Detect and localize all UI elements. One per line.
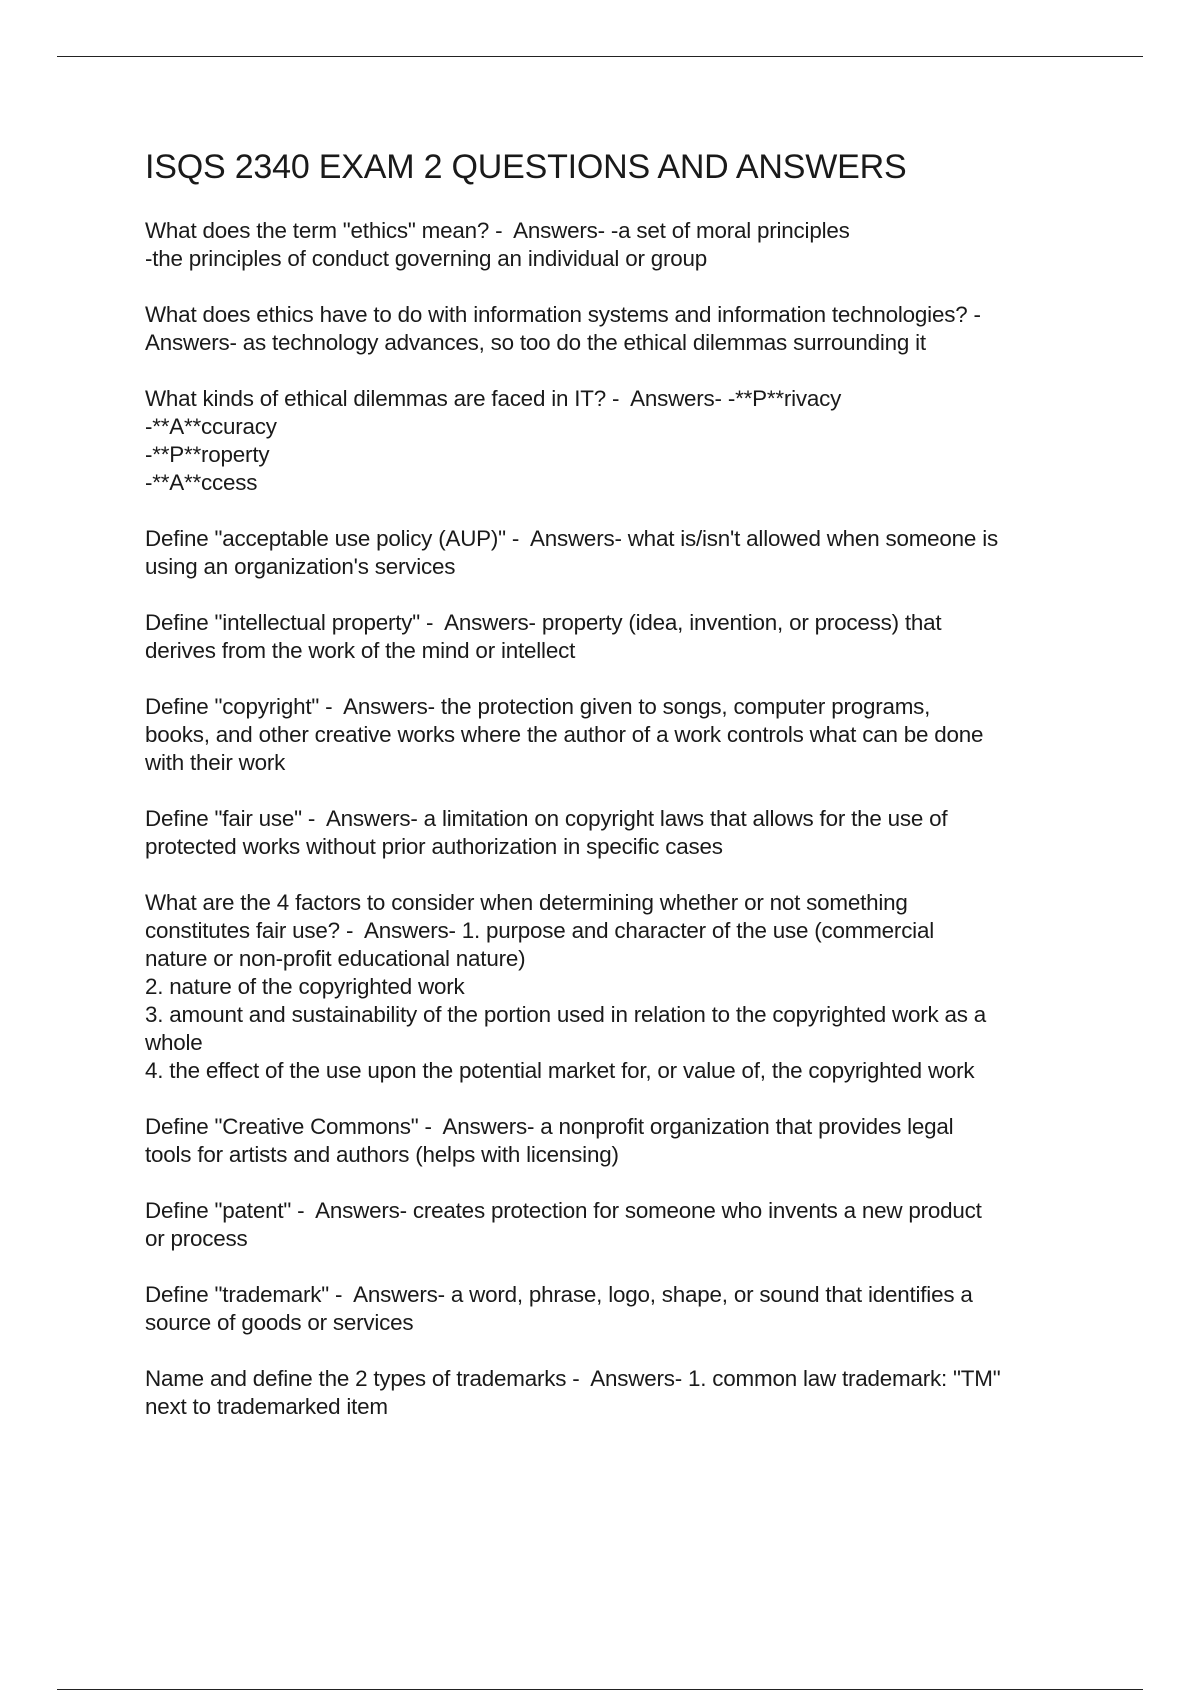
qa-line: next to trademarked item	[145, 1394, 388, 1419]
qa-line: What kinds of ethical dilemmas are faced in IT? - Answers- -**P**rivacy	[145, 386, 842, 411]
qa-entry	[145, 525, 1105, 581]
qa-line: constitutes fair use? - Answers- 1. purpose and character of the use (commercial	[145, 918, 934, 943]
footer-rule	[57, 1689, 1143, 1690]
qa-line: Answers- as technology advances, so too do the ethical dilemmas surrounding it	[145, 330, 926, 355]
qa-entry	[145, 1365, 1105, 1421]
qa-entry	[145, 1197, 1105, 1253]
qa-line: using an organization's services	[145, 554, 456, 579]
qa-line: nature or non-profit educational nature)	[145, 946, 526, 971]
qa-line: 2. nature of the copyrighted work	[145, 974, 465, 999]
header-rule	[57, 56, 1143, 57]
qa-entry	[145, 805, 1105, 861]
qa-line: Define "patent" - Answers- creates protection for someone who invents a new product	[145, 1198, 982, 1223]
qa-line: What are the 4 factors to consider when determining whether or not something	[145, 890, 908, 915]
qa-entry	[145, 693, 1105, 777]
qa-line: whole	[145, 1030, 203, 1055]
qa-line: 4. the effect of the use upon the potential market for, or value of, the copyrighted work	[145, 1058, 975, 1083]
qa-line: with their work	[145, 750, 286, 775]
qa-line: -**P**roperty	[145, 442, 270, 467]
qa-entry	[145, 385, 1105, 497]
qa-line: -**A**ccess	[145, 470, 258, 495]
qa-line: Define "trademark" - Answers- a word, phrase, logo, shape, or sound that identifies a	[145, 1282, 973, 1307]
qa-line: Name and define the 2 types of trademarks - Answers- 1. common law trademark: "TM"	[145, 1366, 1001, 1391]
document-title: ISQS 2340 EXAM 2 QUESTIONS AND ANSWERS	[145, 148, 907, 186]
qa-entry	[145, 1281, 1105, 1337]
qa-line: Define "copyright" - Answers- the protection given to songs, computer programs,	[145, 694, 931, 719]
qa-line: -the principles of conduct governing an individual or group	[145, 246, 708, 271]
qa-line: Define "acceptable use policy (AUP)" - Answers- what is/isn't allowed when someone is	[145, 526, 998, 551]
qa-entry	[145, 217, 1105, 273]
qa-entry	[145, 1113, 1105, 1169]
qa-entry	[145, 889, 1105, 1085]
qa-line: source of goods or services	[145, 1310, 414, 1335]
qa-line: What does ethics have to do with information systems and information technologies? -	[145, 302, 981, 327]
qa-line: What does the term "ethics" mean? - Answers- -a set of moral principles	[145, 218, 850, 243]
qa-line: -**A**ccuracy	[145, 414, 277, 439]
qa-entry	[145, 609, 1105, 665]
qa-line: protected works without prior authorization in specific cases	[145, 834, 723, 859]
qa-line: 3. amount and sustainability of the portion used in relation to the copyrighted work as a	[145, 1002, 987, 1027]
qa-line: derives from the work of the mind or intellect	[145, 638, 576, 663]
qa-line: Define "Creative Commons" - Answers- a nonprofit organization that provides legal	[145, 1114, 954, 1139]
qa-line: Define "intellectual property" - Answers- property (idea, invention, or process) that	[145, 610, 942, 635]
document-body	[145, 146, 1105, 1449]
qa-line: books, and other creative works where the author of a work controls what can be done	[145, 722, 984, 747]
qa-line: Define "fair use" - Answers- a limitation on copyright laws that allows for the use of	[145, 806, 948, 831]
qa-entry	[145, 301, 1105, 357]
qa-list	[145, 217, 1105, 1421]
qa-line: or process	[145, 1226, 248, 1251]
qa-line: tools for artists and authors (helps with licensing)	[145, 1142, 619, 1167]
